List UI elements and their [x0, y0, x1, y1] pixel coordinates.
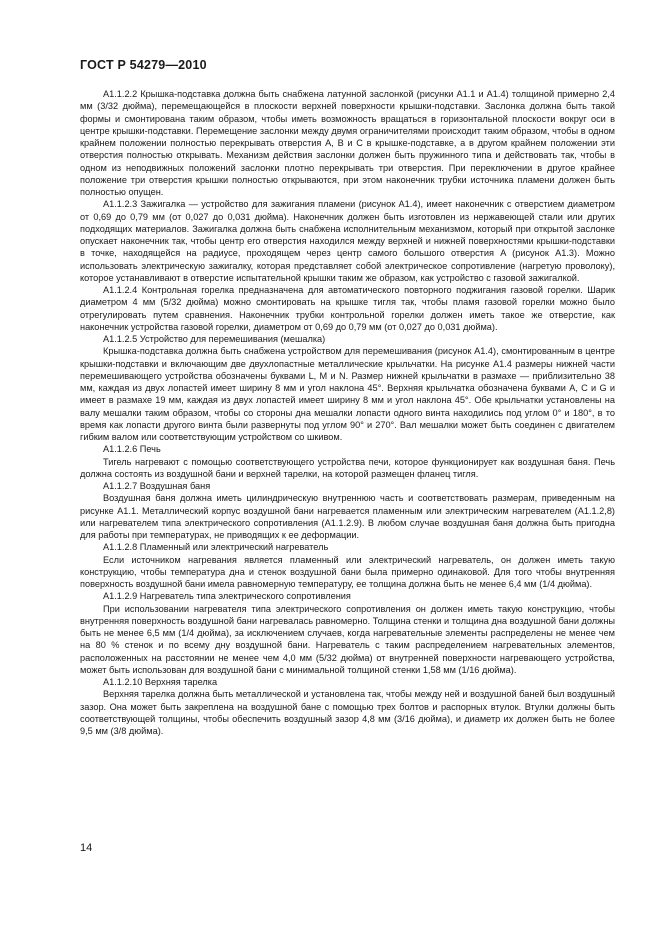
- paragraph-top-plate: Верхняя тарелка должна быть металлической и установлена так, чтобы между ней и воздушной баней был воздушный зазор. Она может быть закреплена на воздушной бане с помощью трех болтов и распорных втулок. Втулки должны быть соответствующей толщины, чтобы обеспечить воздушный зазор 4,8 мм (3/16 дюйма), и диаметр их должен быть не более 9,5 мм (3/8 дюйма).: [80, 689, 615, 736]
- heading-a1-1-2-9: А1.1.2.9 Нагреватель типа электрического сопротивления: [103, 591, 351, 602]
- paragraph-flame-heater: Если источником нагревания является пламенный или электрический нагреватель, он должен иметь такую конструкцию, чтобы температура дна и стенок воздушной бани была примерно одинаковой. Для того чтобы внутренняя поверхность воздушной бани имела равномерную температуру, ее толщина должна быть не менее 6,4 мм (1/4 дюйма).: [80, 554, 615, 589]
- paragraph-a1-1-2-4: А1.1.2.4 Контрольная горелка предназначена для автоматического повторного поджигания газовой горелки. Шарик диаметром 4 мм (5/32 дюйма) можно смонтировать на крышке тигля так, чтобы пламя газовой горелки можно было отрегулировать путем сравнения. Наконечник трубки контрольной горелки должен иметь такое же отверстие, как наконечник устройства газовой горелки, диаметром от 0,69 до 0,79 мм (от 0,027 до 0,031 дюйма).: [80, 285, 615, 332]
- heading-a1-1-2-8: А1.1.2.8 Пламенный или электрический нагреватель: [103, 542, 329, 553]
- page-number: 14: [80, 842, 93, 854]
- paragraph-resistance-heater: При использовании нагревателя типа электрического сопротивления он должен иметь такую конструкцию, чтобы внутренняя поверхность воздушной бани нагревалась равномерно. Толщина стенки и толщина дна воздушной бани должны быть не менее 6,5 мм (1/4 дюйма), за исключением случаев, когда нагревательные элементы распределены не менее чем на 80 % стенок и по всему дну воздушной бани. Нагреватель с таким распределением нагревательных элементов, расположенных на расстоянии не менее чем 4,0 мм (5/32 дюйма) от внутренней поверхности нагревающего устройства, может быть использован для воздушной бани с минимальной толщиной стенки 1,58 мм (1/16 дюйма).: [80, 603, 615, 675]
- paragraph-stirrer: Крышка-подставка должна быть снабжена устройством для перемешивания (рисунок А1.4), смонтированным в центре крышки-подставки и включающим две двухлопастные металлические крыльчатки. На рисунке А1.4 размеры нижней части перемешивающего устройства обозначены буквами L, M и N. Размер нижней крыльчатки в размахе — приблизительно 38 мм, каждая из двух лопастей имеет ширину 8 мм и угол наклона 45°. Верхняя крыльчатка обозначена буквами A, C и G и имеет в размахе 19 мм, каждая из двух лопастей имеет ширину 8 мм и угол наклона 45°. Обе крыльчатки установлены на валу мешалки таким образом, чтобы со стороны дна мешалки лопасти одного винта находились под углом 0° и 180°, в то время как лопасти другого винта были развернуты под углом 90° и 270°. Вал мешалки может быть соединен с двигателем гибким валом или соответствующим устройством со шкивом.: [80, 346, 615, 442]
- heading-a1-1-2-5: А1.1.2.5 Устройство для перемешивания (мешалка): [103, 334, 326, 344]
- paragraph-air-bath: Воздушная баня должна иметь цилиндрическую внутреннюю часть и соответствовать размерам, приведенным на рисунке А1.1. Металлический корпус воздушной бани нагревается пламенным или электрическим нагревателем (А1.1.2,8) или нагревателем типа электрического сопротивления (А1.1.2.9). В любом случае воздушная баня должна быть пригодна для работы при температурах, не приводящих к ее деформации.: [80, 493, 615, 540]
- paragraph-a1-1-2-2: А1.1.2.2 Крышка-подставка должна быть снабжена латунной заслонкой (рисунки А1.1 и А1.4) толщиной примерно 2,4 мм (3/32 дюйма), перемещающейся в плоскости верхней поверхности крышки-подставки. Заслонка должна быть такой формы и смонтирована таким образом, чтобы иметь возможность вращаться в горизонтальной плоскости вокруг оси в центре крышки-подставки. Перемещение заслонки между двумя ограничителями происходит таким образом, чтобы в одном крайнем положении полностью перекрывать отверстия A, B и C в крышке-подставке, а в другом крайнем положении эти отверстия полностью открывать. Механизм действия заслонки должен быть пружинного типа и действовать так, чтобы в одном из неподвижных положений заслонки плотно перекрывать три отверстия. При переключении в другое крайнее положение три отверстия крышки полностью открываются, при этом наконечник трубки источника пламени должен быть полностью опущен.: [80, 89, 615, 197]
- heading-a1-1-2-6: А1.1.2.6 Печь: [103, 444, 161, 455]
- paragraph-a1-1-2-3: А1.1.2.3 Зажигалка — устройство для зажигания пламени (рисунок А1.4), имеет наконечник с отверстием диаметром от 0,69 до 0,79 мм (от 0,027 до 0,031 дюйма). Наконечник должен быть изготовлен из нержавеющей стали или других подходящих материалов. Зажигалка должна быть снабжена исполнительным механизмом, который при открытой заслонке опускает наконечник так, чтобы центр его отверстия находился между верхней и нижней поверхностями крышки-подставки в точке, находящейся на радиусе, проходящем через центр самого большого отверстия A (рисунок А1.3). Можно использовать электрическую зажигалку, которая представляет собой электрическое сопротивление (нагретую проволоку), которое устанавливают в отверстие испытательной крышки таким же образом, как устройство с газовой зажигалкой.: [80, 199, 615, 283]
- heading-a1-1-2-10: А1.1.2.10 Верхняя тарелка: [103, 677, 218, 687]
- document-header: ГОСТ Р 54279—2010: [80, 58, 207, 72]
- paragraph-furnace: Тигель нагревают с помощью соответствующего устройства печи, которое функционирует как воздушная баня. Печь должна состоять из воздушной бани и верхней тарелки, на которой размещен фланец тигля.: [80, 456, 615, 479]
- heading-a1-1-2-7: А1.1.2.7 Воздушная баня: [103, 481, 211, 491]
- document-body: [80, 88, 615, 737]
